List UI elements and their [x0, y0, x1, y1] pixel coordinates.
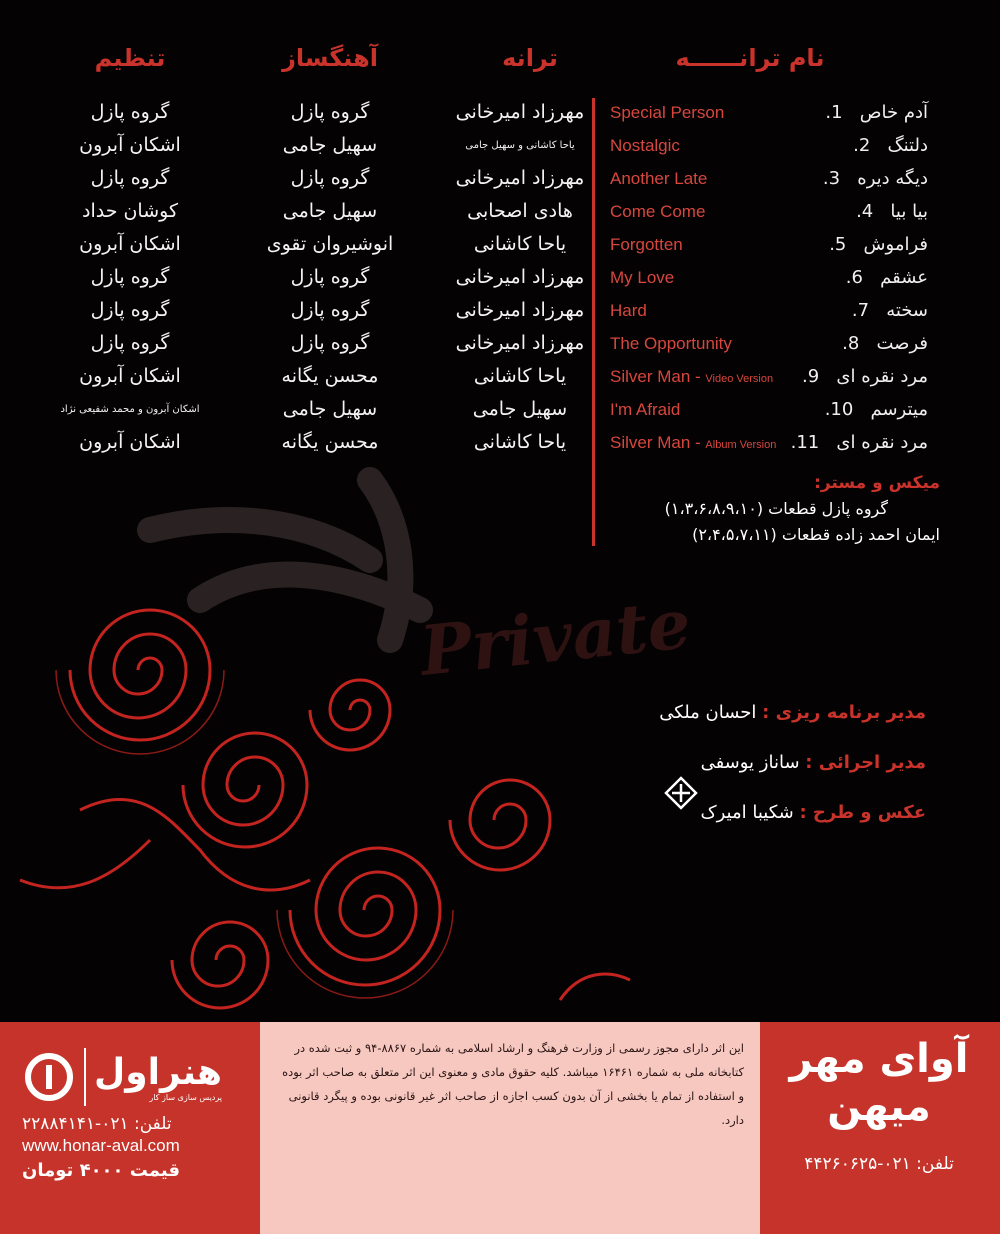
lyricist: مهرزاد امیرخانی	[455, 266, 585, 288]
lyricist: یاحا کاشانی	[473, 233, 567, 255]
track-row	[608, 162, 928, 195]
composer: گروه پازل	[290, 332, 370, 354]
track-title-en: Come Come	[610, 202, 706, 221]
track-row	[608, 360, 928, 393]
track-row	[608, 261, 928, 294]
arranger: اشکان آبرون و محمد شفیعی نژاد	[60, 404, 200, 415]
track-title-fa: بیا بیا 4.	[856, 201, 928, 222]
composer: گروه پازل	[290, 101, 370, 123]
label-logo-text: هنراول	[94, 1051, 223, 1093]
website-link[interactable]: www.honar-aval.com	[22, 1136, 180, 1155]
arrangement-column	[40, 96, 220, 459]
lyricist: یاحا کاشانی	[473, 431, 567, 453]
arranger: گروه پازل	[90, 299, 170, 321]
track-title-en: The Opportunity	[610, 334, 732, 353]
publisher-logo-line2: میهن	[827, 1084, 931, 1130]
lyrics-column	[430, 96, 610, 459]
lyricist: مهرزاد امیرخانی	[455, 101, 585, 123]
arranger: اشکان آبرون	[79, 233, 181, 255]
lyricist: مهرزاد امیرخانی	[455, 299, 585, 321]
header-arrangement: تنظیم	[94, 44, 166, 72]
track-title-fa: مرد نقره ای 11.	[790, 432, 928, 453]
track-row	[608, 96, 928, 129]
track-row	[608, 294, 928, 327]
track-title-fa: عشقم 6.	[845, 267, 928, 288]
track-title-en: Nostalgic	[610, 136, 680, 155]
label-logo-subtext: پردیس سازی ساز کار	[149, 1092, 223, 1102]
lyricist: هادی اصحابی	[467, 200, 573, 222]
arranger: گروه پازل	[90, 101, 170, 123]
track-title-en: My Love	[610, 268, 675, 287]
composer: سهیل جامی	[282, 200, 378, 222]
track-list	[608, 96, 928, 459]
composer: گروه پازل	[290, 299, 370, 321]
legal-notice	[260, 1022, 760, 1234]
track-title-en: Silver Man - Video Version	[610, 367, 774, 386]
arranger: کوشان حداد	[81, 200, 179, 222]
track-title-fa: فراموش 5.	[829, 234, 928, 255]
lyricist: سهیل جامی	[472, 398, 568, 420]
composer: سهیل جامی	[282, 398, 378, 420]
arranger: گروه پازل	[90, 332, 170, 354]
track-row	[608, 129, 928, 162]
composer: گروه پازل	[290, 167, 370, 189]
lyricist: مهرزاد امیرخانی	[455, 332, 585, 354]
track-title-fa: دلتنگ 2.	[853, 135, 928, 156]
publisher-logo-line1: آوای مهر	[789, 1036, 969, 1082]
track-title-fa: دیگه دیره 3.	[822, 168, 928, 189]
mix-line-1: گروه پازل قطعات (۱،۳،۶،۸،۹،۱۰)	[664, 499, 888, 518]
composer: انوشیروان تقوی	[266, 233, 394, 255]
arranger: اشکان آبرون	[79, 365, 181, 387]
honar-aval-logo	[22, 1048, 252, 1181]
track-title-fa: میترسم 10.	[824, 399, 928, 420]
arranger: اشکان آبرون	[79, 134, 181, 156]
arranger: اشکان آبرون	[79, 431, 181, 453]
composer: محسن یگانه	[281, 365, 379, 387]
designer-logo-icon	[664, 776, 698, 810]
credit-design: عکس و طرح : شکیبا امیرک	[700, 802, 926, 823]
track-title-en: Forgotten	[610, 235, 683, 254]
track-row	[608, 426, 928, 459]
track-row	[608, 228, 928, 261]
header-composer: آهنگساز	[282, 44, 378, 72]
lyricist: یاحا کاشانی و سهیل جامی	[465, 140, 575, 151]
footer-bar	[0, 1022, 1000, 1234]
header-lyrics: ترانه	[502, 44, 558, 72]
lyricist: مهرزاد امیرخانی	[455, 167, 585, 189]
track-title-en: Special Person	[610, 103, 725, 122]
composer-column	[240, 96, 420, 459]
mix-title: میکس و مستر:	[814, 473, 940, 493]
track-title-en: I'm Afraid	[610, 400, 681, 419]
track-title-fa: آدم خاص 1.	[825, 102, 928, 123]
header-title: نام ترانــــــه	[675, 44, 825, 72]
credit-manager: مدیر برنامه ریزی : احسان ملکی	[659, 702, 926, 723]
left-phone: تلفن: ۰۲۱-۲۲۸۸۴۱۴۱	[22, 1114, 172, 1134]
arranger: گروه پازل	[90, 266, 170, 288]
legal-text: این اثر دارای مجوز رسمی از وزارت فرهنگ و ارشاد اسلامی به شماره ۸۸۶۷-۹۴ و ثبت شده در کتابخانه ملی به شماره ۱۶۴۶۱ میباشد. کلیه حقوق مادی و معنوی این اثر متعلق به صاحب اثر بوده و استفاده از تمام یا بخشی از آن بدون کسب اجازه از صاحب اثر غیر قانونی بوده و پیگرد قانونی دارد.	[282, 1041, 744, 1127]
right-phone: تلفن: ۰۲۱-۴۴۲۶۰۶۲۵	[804, 1154, 954, 1174]
track-title-en: Silver Man - Album Version	[610, 433, 777, 452]
track-title-en: Another Late	[610, 169, 708, 188]
track-title-en: Hard	[610, 301, 647, 320]
credit-executive: مدیر اجرائی : ساناز یوسفی	[700, 752, 926, 773]
track-title-fa: مرد نقره ای 9.	[802, 366, 928, 387]
track-row	[608, 195, 928, 228]
track-row	[608, 327, 928, 360]
lyricist: یاحا کاشانی	[473, 365, 567, 387]
track-title-fa: سخته 7.	[851, 300, 928, 321]
avaye-mehr-logo	[768, 1036, 990, 1174]
price: قیمت ۴۰۰۰ تومان	[22, 1160, 181, 1181]
composer: گروه پازل	[290, 266, 370, 288]
track-row	[608, 393, 928, 426]
composer: سهیل جامی	[282, 134, 378, 156]
composer: محسن یگانه	[281, 431, 379, 453]
mix-line-2: ایمان احمد زاده قطعات (۲،۴،۵،۷،۱۱)	[692, 525, 940, 544]
arranger: گروه پازل	[90, 167, 170, 189]
label-logo-icon	[22, 1050, 76, 1104]
mix-master	[600, 470, 940, 548]
private-watermark: Private	[416, 584, 695, 692]
track-title-fa: فرصت 8.	[842, 333, 928, 354]
